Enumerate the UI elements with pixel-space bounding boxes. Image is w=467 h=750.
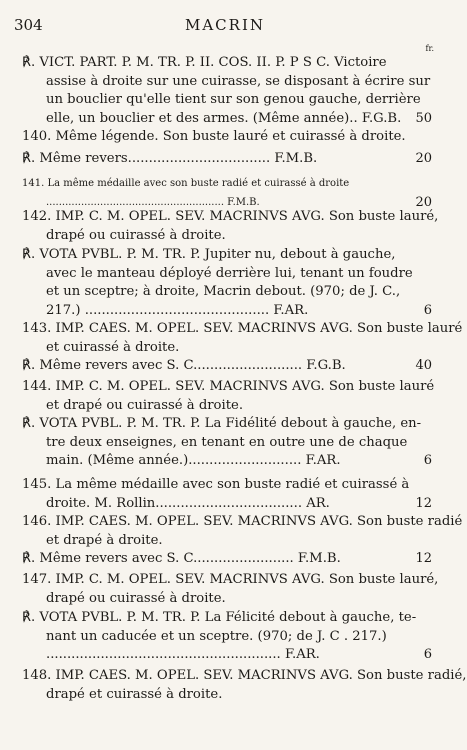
catalogue-entry (22, 415, 422, 471)
catalogue-entry (22, 378, 435, 415)
entry-price: 6 (423, 453, 432, 469)
entry-price: 20 (415, 151, 432, 166)
entry-line: et un sceptre; à droite, Macrin debout. (970; de J. C., (46, 284, 401, 300)
entry-price: 12 (415, 551, 432, 566)
entry-price: 6 (423, 302, 432, 318)
currency-column-label: fr. (425, 44, 434, 53)
entry-line: 141. La même médaille avec son buste radié et cuirassé à droite (22, 178, 350, 189)
entry-line: 217.) ............................................ F.AR. (46, 302, 309, 318)
entry-price: 50 (415, 110, 432, 126)
entry-price: 6 (423, 647, 432, 663)
entry-price: 20 (415, 194, 432, 210)
catalogue-entry (22, 513, 463, 550)
entry-line: ℟. VOTA PVBL. P. M. TR. P. La Félicité debout à gauche, te- (22, 610, 417, 625)
entry-line: main. (Même année.)........................... F.AR. (46, 453, 341, 469)
entry-line: et cuirassé à droite. (46, 339, 180, 355)
catalogue-entry (22, 246, 413, 320)
entry-price: 12 (415, 495, 432, 511)
catalogue-entry (22, 150, 386, 169)
entry-line: ........................................................ F.AR. (46, 647, 320, 663)
entry-line: 148. IMP. CAES. M. OPEL. SEV. MACRINVS AVG. Son buste radié, (22, 668, 467, 683)
entry-line: et drapé ou cuirassé à droite. (46, 397, 244, 413)
entry-line: 140. Même légende. Son buste lauré et cuirassé à droite. (22, 129, 406, 144)
entry-price: 40 (415, 358, 432, 373)
catalogue-entry (22, 175, 386, 212)
entry-line: ℟. Même revers avec S. C.......................... F.G.B. (22, 358, 346, 373)
catalogue-entry (22, 667, 467, 704)
catalogue-entry (22, 208, 439, 245)
entry-line: drapé ou cuirassé à droite. (46, 590, 226, 606)
entry-line: 143. IMP. CAES. M. OPEL. SEV. MACRINVS AVG. Son buste lauré (22, 321, 463, 336)
catalogue-entry (22, 128, 406, 147)
entry-line: assise à droite sur une cuirasse, se disposant à écrire sur (46, 73, 431, 89)
entry-line: ℟. VICT. PART. P. M. TR. P. II. COS. II. P. P S C. Victoire (22, 55, 387, 70)
entry-line: ℟. Même revers avec S. C........................ F.M.B. (22, 551, 341, 566)
entry-line: ........................................................ F.M.B. (46, 196, 260, 208)
entry-line: 142. IMP. C. M. OPEL. SEV. MACRINVS AVG. Son buste lauré, (22, 209, 439, 224)
entry-line: drapé et cuirassé à droite. (46, 686, 223, 702)
entry-line: tre deux enseignes, en tenant en outre une de chaque (46, 434, 408, 450)
entry-line: elle, un bouclier et des armes. (Même année).. F.G.B. (46, 110, 402, 126)
page-title: MACRIN (184, 16, 265, 34)
entry-line: ℟. Même revers.................................. F.M.B. (22, 151, 318, 166)
entry-line: et drapé à droite. (46, 532, 163, 548)
entry-line: nant un caducée et un sceptre. (970; de J. C . 217.) (46, 628, 387, 644)
entry-line: 147. IMP. C. M. OPEL. SEV. MACRINVS AVG. Son buste lauré, (22, 572, 439, 587)
entry-line: avec le manteau déployé derrière lui, tenant un foudre (46, 265, 413, 281)
entry-line: ℟. VOTA PVBL. P. M. TR. P. La Fidélité debout à gauche, en- (22, 416, 422, 431)
entry-line: un bouclier qu'elle tient sur son genou gauche, derrière (46, 92, 421, 108)
entry-line: 144. IMP. C. M. OPEL. SEV. MACRINVS AVG. Son buste lauré (22, 379, 435, 394)
catalogue-entry (22, 476, 410, 513)
catalogue-entry (22, 571, 439, 608)
catalogue-entry (22, 550, 386, 569)
entry-line: 146. IMP. CAES. M. OPEL. SEV. MACRINVS AVG. Son buste radié (22, 514, 463, 529)
catalogue-entry (22, 320, 463, 357)
page-number: 304 (14, 16, 43, 34)
entry-line: droite. M. Rollin................................... AR. (46, 495, 330, 511)
catalogue-entry (22, 357, 386, 376)
catalogue-entry (22, 609, 417, 665)
entry-line: ℟. VOTA PVBL. P. M. TR. P. Jupiter nu, debout à gauche, (22, 247, 396, 262)
entry-line: 145. La même médaille avec son buste radié et cuirassé à (22, 477, 410, 492)
entry-line: drapé ou cuirassé à droite. (46, 227, 226, 243)
page-header (14, 16, 436, 36)
